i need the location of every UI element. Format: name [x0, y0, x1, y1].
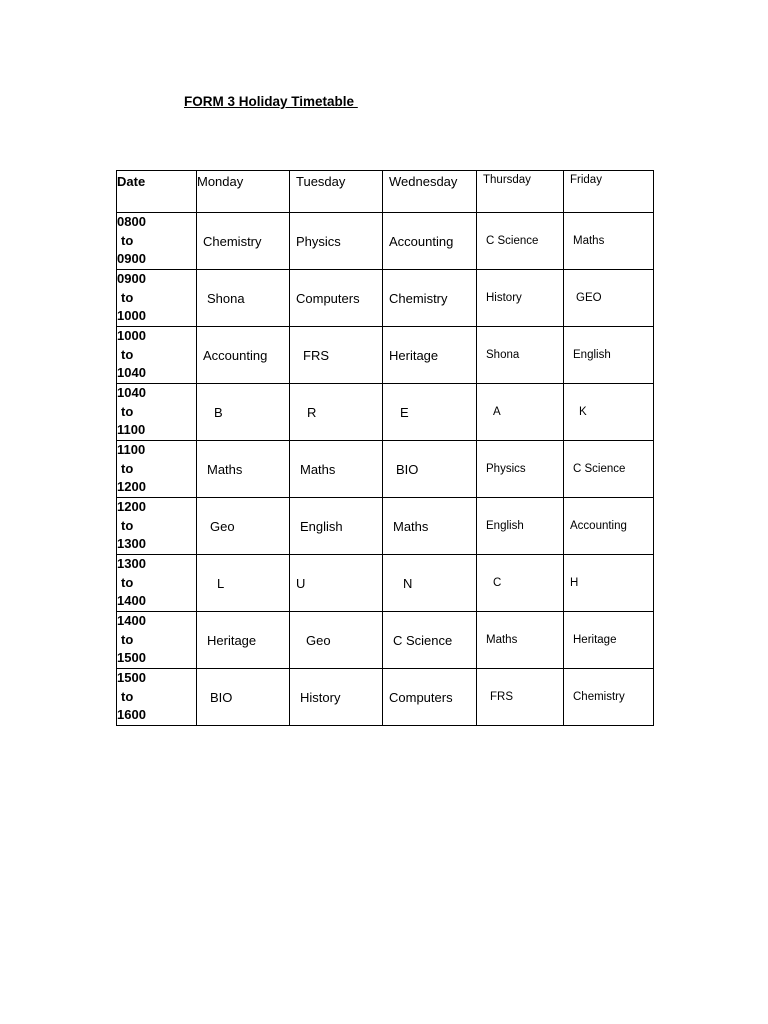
subject-cell-tuesday: Computers — [290, 270, 383, 327]
timetable-row — [117, 213, 654, 270]
subject-cell-friday: GEO — [564, 270, 654, 327]
timetable-header-row — [117, 171, 654, 213]
time-slot-cell — [117, 213, 197, 270]
timetable-row — [117, 612, 654, 669]
time-slot-end: 1100 — [117, 422, 146, 438]
header-friday: Friday — [564, 171, 654, 213]
subject-cell-tuesday: English — [290, 498, 383, 555]
time-slot-end: 1040 — [117, 365, 146, 381]
subject-cell-wednesday: BIO — [383, 441, 477, 498]
timetable-row — [117, 441, 654, 498]
subject-cell-thursday: History — [477, 270, 564, 327]
time-slot-cell — [117, 612, 197, 669]
time-slot-start: 1200 — [117, 499, 146, 515]
subject-cell-friday: C Science — [564, 441, 654, 498]
time-slot-cell — [117, 441, 197, 498]
subject-cell-tuesday: R — [290, 384, 383, 441]
time-slot-start: 1100 — [117, 442, 146, 458]
time-slot-cell — [117, 498, 197, 555]
subject-cell-wednesday: Chemistry — [383, 270, 477, 327]
time-slot-to: to — [121, 232, 134, 248]
timetable-row — [117, 669, 654, 726]
time-slot-to: to — [121, 631, 134, 647]
subject-cell-monday: L — [197, 555, 290, 612]
subject-cell-friday: H — [564, 555, 654, 612]
time-slot-cell — [117, 384, 197, 441]
subject-cell-thursday: C Science — [477, 213, 564, 270]
subject-cell-thursday: Physics — [477, 441, 564, 498]
subject-cell-thursday: English — [477, 498, 564, 555]
time-slot-cell — [117, 555, 197, 612]
subject-cell-wednesday: Computers — [383, 669, 477, 726]
subject-cell-monday: Shona — [197, 270, 290, 327]
subject-cell-monday: B — [197, 384, 290, 441]
document-title: FORM 3 Holiday Timetable — [184, 94, 358, 109]
time-slot-cell — [117, 270, 197, 327]
header-date: Date — [117, 171, 197, 213]
time-slot-cell — [117, 327, 197, 384]
time-slot-to: to — [121, 403, 134, 419]
subject-cell-tuesday: Geo — [290, 612, 383, 669]
timetable-row — [117, 498, 654, 555]
time-slot-start: 1400 — [117, 613, 146, 629]
time-slot-end: 0900 — [117, 251, 146, 267]
subject-cell-monday: BIO — [197, 669, 290, 726]
subject-cell-wednesday: C Science — [383, 612, 477, 669]
subject-cell-wednesday: N — [383, 555, 477, 612]
subject-cell-tuesday: Maths — [290, 441, 383, 498]
subject-cell-tuesday: History — [290, 669, 383, 726]
subject-cell-tuesday: Physics — [290, 213, 383, 270]
time-slot-start: 0800 — [117, 214, 146, 230]
time-slot-start: 1300 — [117, 556, 146, 572]
subject-cell-tuesday: FRS — [290, 327, 383, 384]
subject-cell-monday: Heritage — [197, 612, 290, 669]
time-slot-to: to — [121, 460, 134, 476]
subject-cell-monday: Geo — [197, 498, 290, 555]
time-slot-end: 1500 — [117, 650, 146, 666]
subject-cell-thursday: A — [477, 384, 564, 441]
header-wednesday: Wednesday — [383, 171, 477, 213]
subject-cell-wednesday: Maths — [383, 498, 477, 555]
subject-cell-wednesday: Accounting — [383, 213, 477, 270]
time-slot-start: 0900 — [117, 271, 146, 287]
header-thursday: Thursday — [477, 171, 564, 213]
subject-cell-thursday: Shona — [477, 327, 564, 384]
subject-cell-thursday: FRS — [477, 669, 564, 726]
subject-cell-friday: Chemistry — [564, 669, 654, 726]
subject-cell-friday: English — [564, 327, 654, 384]
subject-cell-friday: Accounting — [564, 498, 654, 555]
time-slot-end: 1600 — [117, 707, 146, 723]
time-slot-to: to — [121, 574, 134, 590]
subject-cell-monday: Accounting — [197, 327, 290, 384]
subject-cell-friday: K — [564, 384, 654, 441]
time-slot-end: 1400 — [117, 593, 146, 609]
time-slot-start: 1040 — [117, 385, 146, 401]
time-slot-start: 1500 — [117, 670, 146, 686]
subject-cell-monday: Chemistry — [197, 213, 290, 270]
time-slot-end: 1200 — [117, 479, 146, 495]
subject-cell-wednesday: Heritage — [383, 327, 477, 384]
subject-cell-friday: Maths — [564, 213, 654, 270]
time-slot-to: to — [121, 289, 134, 305]
time-slot-end: 1000 — [117, 308, 146, 324]
subject-cell-friday: Heritage — [564, 612, 654, 669]
timetable-row — [117, 555, 654, 612]
time-slot-end: 1300 — [117, 536, 146, 552]
time-slot-start: 1000 — [117, 328, 146, 344]
timetable-row — [117, 327, 654, 384]
header-tuesday: Tuesday — [290, 171, 383, 213]
subject-cell-wednesday: E — [383, 384, 477, 441]
time-slot-to: to — [121, 346, 134, 362]
header-monday: Monday — [197, 171, 290, 213]
subject-cell-tuesday: U — [290, 555, 383, 612]
timetable-row — [117, 384, 654, 441]
subject-cell-monday: Maths — [197, 441, 290, 498]
timetable-row — [117, 270, 654, 327]
time-slot-to: to — [121, 688, 134, 704]
time-slot-to: to — [121, 517, 134, 533]
time-slot-cell — [117, 669, 197, 726]
subject-cell-thursday: C — [477, 555, 564, 612]
subject-cell-thursday: Maths — [477, 612, 564, 669]
timetable — [116, 170, 654, 726]
